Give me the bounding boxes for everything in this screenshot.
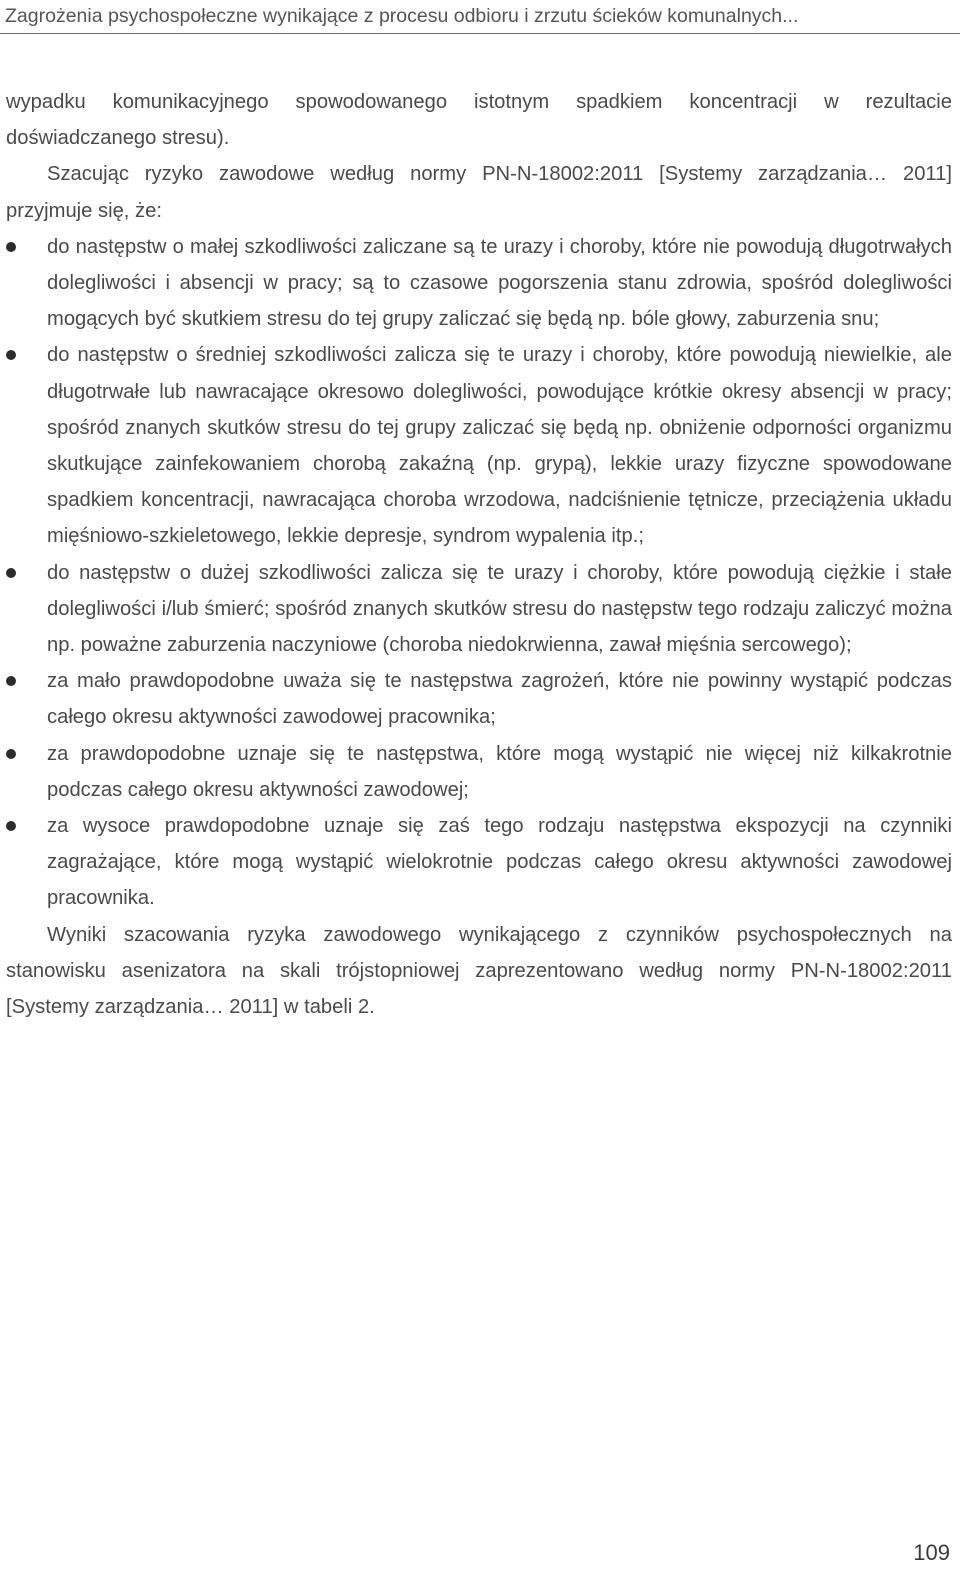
running-header: Zagrożenia psychospołeczne wynikające z procesu odbioru i zrzutu ścieków komunalnych... — [5, 5, 799, 27]
list-item-text: do następstw o dużej szkodliwości zalicza się te urazy i choroby, które powodują ciężkie i stałe dolegliwości i/lub śmierć; spośród znanych skutków stresu do następstw tego rodzaju zaliczyć można np. poważne zaburzenia naczyniowe (choroba niedokrwienna, zawał mięśnia sercowego); — [47, 561, 952, 657]
list-item — [6, 663, 952, 735]
bullet-icon — [6, 676, 16, 686]
list-item — [6, 736, 952, 808]
list-item — [6, 808, 952, 917]
list-item-text: za prawdopodobne uznaje się te następstwa, które mogą wystąpić nie więcej niż kilkakrotnie podczas całego okresu aktywności zawodowej; — [47, 742, 952, 801]
list-item — [6, 337, 952, 554]
header-divider — [0, 33, 960, 34]
continuation-paragraph: wypadku komunikacyjnego spowodowanego istotnym spadkiem koncentracji w rezultacie doświadczanego stresu). — [6, 91, 952, 150]
list-item — [6, 229, 952, 338]
list-item-text: do następstw o małej szkodliwości zaliczane są te urazy i choroby, które nie powodują długotrwałych dolegliwości i absencji w pracy; są to czasowe pogorszenia stanu zdrowia, spośród dolegliwości mogących być skutkiem stresu do tej grupy zaliczać się będą np. bóle głowy, zaburzenia snu; — [47, 235, 952, 331]
list-item-text: za wysoce prawdopodobne uznaje się zaś tego rodzaju następstwa ekspozycji na czynniki zagrażające, które mogą wystąpić wielokrotnie podczas całego okresu aktywności zawodowej pracownika. — [47, 815, 952, 910]
bullet-icon — [6, 749, 16, 759]
bullet-icon — [6, 821, 16, 831]
list-item — [6, 555, 952, 664]
list-item-text: do następstw o średniej szkodliwości zalicza się te urazy i choroby, które powodują niewielkie, ale długotrwałe lub nawracające okresowo dolegliwości, powodujące krótkie okresy absencji w pracy; spośród znanych skutków stresu do tej grupy zaliczać się będą np. obniżenie odporności organizmu skutkujące zainfekowaniem chorobą zakaźną (np. grypą), lekkie urazy fizyczne spowodowane spadkiem koncentracji, nawracająca choroba wrzodowa, nadciśnienie tętnicze, przeciążenia układu mięśniowo-szkieletowego, lekkie depresje, syndrom wypalenia itp.; — [47, 344, 952, 548]
bullet-icon — [6, 242, 16, 252]
list-item-text: za mało prawdopodobne uważa się te następstwa zagrożeń, które nie powinny wystąpić podczas całego okresu aktywności zawodowej pracownika; — [47, 670, 952, 729]
page-number: 109 — [913, 1540, 950, 1565]
bullet-icon — [6, 568, 16, 578]
closing-paragraph: Wyniki szacowania ryzyka zawodowego wynikającego z czynników psychospołecznych na stanowisku asenizatora na skali trójstopniowej zaprezentowano według normy PN-N-18002:2011 [Systemy zarządzania… 2011] w tabeli 2. — [6, 923, 952, 1019]
intro-paragraph: Szacując ryzyko zawodowe według normy PN-N-18002:2011 [Systemy zarządzania… 2011] przyjmuje się, że: — [6, 163, 952, 222]
bullet-list — [6, 229, 952, 917]
bullet-icon — [6, 350, 16, 360]
main-text — [6, 84, 952, 1025]
